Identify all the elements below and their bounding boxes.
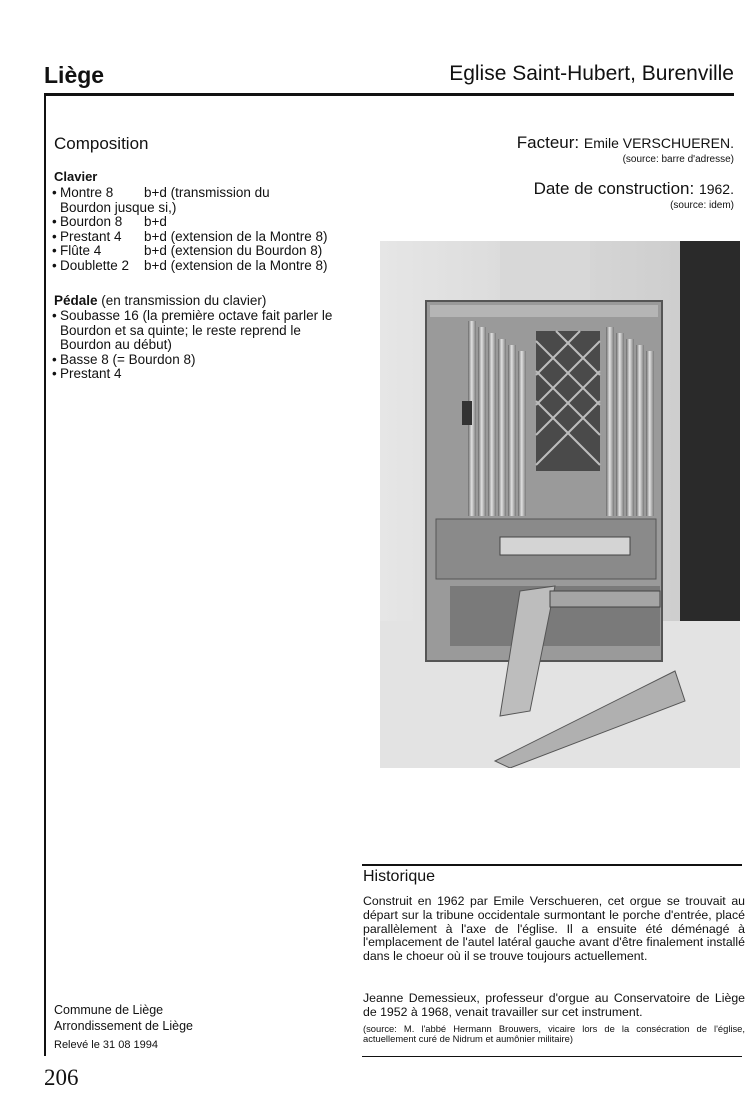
builder-source: (source: barre d'adresse): [622, 154, 734, 165]
clavier-stop: [52, 186, 352, 215]
builder-line: [517, 133, 734, 153]
historique-heading: Historique: [363, 868, 436, 885]
composition-heading: Composition: [54, 134, 149, 153]
historique-source: (source: M. l'abbé Hermann Brouwers, vicaire lors de la consécration de l'église, actuellement curé de Nidrum et aumônier militaire): [363, 1023, 745, 1045]
stop-name: Flûte 4: [60, 243, 102, 258]
pedale-stop: • Prestant 4: [52, 367, 352, 382]
stop-note: b+d (extension de la Montre 8): [144, 228, 328, 244]
historique-rule: [362, 864, 742, 866]
organ-photo: [380, 241, 740, 768]
stop-name: Prestant 4: [60, 228, 122, 244]
pedale-heading: [54, 293, 266, 308]
clavier-stop: [52, 215, 352, 230]
stop-note: b+d (extension de la Montre 8): [144, 257, 328, 273]
stop-note: b+d (transmission du: [144, 185, 270, 200]
pedale-stop: • Soubasse 16 (la première octave fait parler le Bourdon et sa quinte; le reste reprend le Bourdon au début): [52, 309, 352, 353]
stop-name: Bourdon 8: [60, 214, 123, 229]
header-rule: [44, 93, 734, 96]
stop-name: Doublette 2: [60, 257, 130, 273]
arrondissement-label: Arrondissement de Liège: [54, 1019, 193, 1033]
pedale-heading-note: (en transmission du clavier): [97, 293, 267, 308]
stop-note: b+d (extension du Bourdon 8): [144, 243, 323, 258]
city-title: Liège: [44, 62, 105, 88]
date-value: 1962.: [698, 181, 734, 197]
builder-label: Facteur:: [516, 133, 580, 152]
clavier-stop-list: [52, 186, 352, 273]
clavier-heading: Clavier: [54, 169, 98, 184]
organ-photo-drawing: [380, 241, 740, 768]
pedale-stop: • Basse 8 (= Bourdon 8): [52, 353, 352, 368]
pedale-heading-label: Pédale: [54, 293, 98, 308]
commune-label: Commune de Liège: [54, 1003, 164, 1017]
date-label: Date de construction:: [533, 179, 695, 198]
historique-paragraph-1: Construit en 1962 par Emile Verschueren, cet orgue se trouvait au départ sur la tribune occidentale surmontant le porche d'entrée, placé parallèlement à l'axe de l'église. Il a ensuite été déménagé à l'emplacement de l'autel latéral gauche avant d'être finalement installé dans le choeur où il se trouve toujours actuellement.: [363, 894, 745, 964]
clavier-stop: [52, 244, 352, 259]
clavier-stop: [52, 230, 352, 245]
church-title: Eglise Saint-Hubert, Burenville: [449, 62, 734, 85]
releve-date: Relevé le 31 08 1994: [54, 1039, 158, 1051]
date-source: (source: idem): [670, 200, 734, 211]
stop-note: b+d: [144, 214, 167, 229]
page-number: 206: [44, 1065, 79, 1090]
pedale-stop-list: [52, 309, 352, 382]
clavier-stop: [52, 259, 352, 274]
stop-name: Montre 8: [60, 185, 114, 200]
builder-value: Emile VERSCHUEREN.: [583, 135, 734, 151]
historique-paragraph-2: Jeanne Demessieux, professeur d'orgue au Conservatoire de Liège de 1952 à 1968, venait travailler sur cet instrument.: [363, 991, 745, 1019]
stop-note-continuation: Bourdon jusque si,): [60, 199, 177, 215]
bottom-rule: [362, 1056, 742, 1057]
date-line: [534, 179, 734, 199]
left-margin-rule: [44, 93, 46, 1056]
